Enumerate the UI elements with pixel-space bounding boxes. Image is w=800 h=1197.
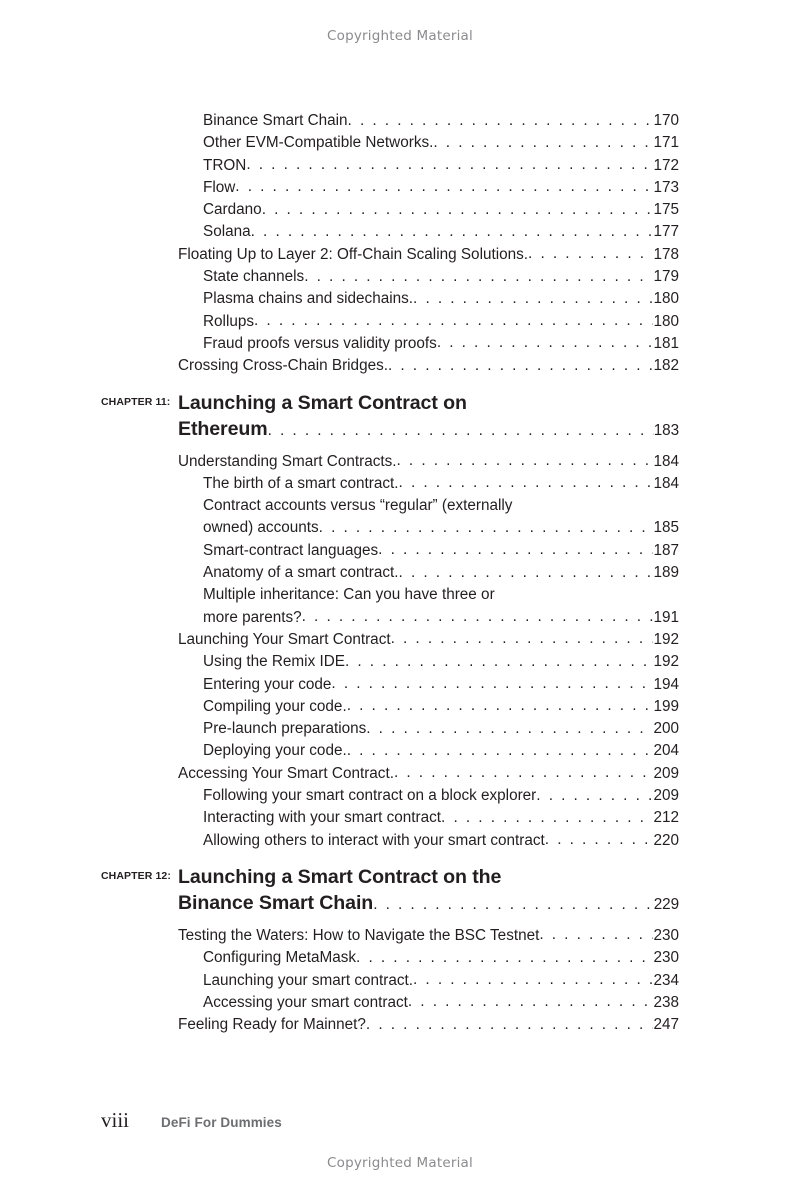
toc-entry-text: Contract accounts versus “regular” (externally xyxy=(203,497,513,515)
dot-leader xyxy=(413,972,653,988)
toc-page-number[interactable]: 247 xyxy=(653,1016,679,1034)
toc-entry-line xyxy=(178,925,679,947)
toc-page-number[interactable]: 209 xyxy=(653,787,679,805)
toc-entry-text: Allowing others to interact with your smart contract xyxy=(203,831,545,849)
toc-entry-text: Configuring MetaMask xyxy=(203,949,357,967)
page-footer xyxy=(101,1108,282,1133)
toc-subsection-entry[interactable] xyxy=(101,199,679,221)
dot-leader xyxy=(399,565,654,581)
toc-page-number[interactable]: 180 xyxy=(653,290,679,308)
toc-entry-line xyxy=(203,562,679,584)
folio-number: viii xyxy=(101,1108,130,1132)
toc-entry-line xyxy=(178,390,679,417)
toc-page-number[interactable]: 199 xyxy=(653,697,679,715)
toc-entry-line xyxy=(178,355,679,377)
toc-page-number[interactable]: 192 xyxy=(653,653,679,671)
dot-leader xyxy=(348,113,654,129)
toc-entry-line xyxy=(203,740,679,762)
toc-page-number[interactable]: 191 xyxy=(653,608,679,626)
chapter-label: CHAPTER 11: xyxy=(101,395,171,408)
toc-page-number[interactable]: 172 xyxy=(653,156,679,174)
toc-entry-text: The birth of a smart contract. xyxy=(203,474,399,492)
dot-leader xyxy=(302,609,654,625)
toc-entry-text: Flow xyxy=(203,178,236,196)
toc-page-number[interactable]: 230 xyxy=(653,926,679,944)
dot-leader xyxy=(366,1017,654,1033)
toc-entry-line xyxy=(203,718,679,740)
toc-entry-text: Following your smart contract on a block explorer xyxy=(203,787,537,805)
toc-entry-line xyxy=(203,970,679,992)
toc-entry-line xyxy=(178,416,679,445)
toc-page-number[interactable]: 229 xyxy=(649,896,679,914)
toc-subsection-entry[interactable] xyxy=(101,155,679,177)
toc-entry-text: Plasma chains and sidechains. xyxy=(203,290,414,308)
toc-subsection-entry[interactable] xyxy=(101,333,679,355)
dot-leader xyxy=(347,743,654,759)
toc-subsection-entry[interactable] xyxy=(101,266,679,288)
toc-entry-line xyxy=(203,221,679,243)
dot-leader xyxy=(437,335,654,351)
dot-leader xyxy=(262,202,654,218)
toc-entry-text: TRON xyxy=(203,156,247,174)
toc-subsection-entry[interactable] xyxy=(101,495,679,540)
dot-leader xyxy=(394,765,654,781)
toc-subsection-entry[interactable] xyxy=(101,740,679,762)
toc-entry-text: owned) accounts xyxy=(203,519,319,537)
toc-section-entry[interactable] xyxy=(101,244,679,266)
toc-entry-text: Ethereum xyxy=(178,418,268,441)
toc-entry-line xyxy=(203,947,679,969)
toc-entry-text: Cardano xyxy=(203,201,262,219)
toc-page-number[interactable]: 175 xyxy=(653,201,679,219)
toc-section-entry[interactable] xyxy=(101,763,679,785)
dot-leader xyxy=(254,313,653,329)
toc-entry-text: Floating Up to Layer 2: Off-Chain Scaling Solutions. xyxy=(178,245,529,263)
toc-subsection-entry[interactable] xyxy=(101,807,679,829)
toc-entry-line xyxy=(203,517,679,539)
table-of-contents xyxy=(101,110,679,1036)
toc-entry-line xyxy=(203,311,679,333)
toc-entry-line xyxy=(178,763,679,785)
toc-page-number[interactable]: 178 xyxy=(653,245,679,263)
toc-entry-text: Multiple inheritance: Can you have three or xyxy=(203,586,495,604)
toc-subsection-entry[interactable] xyxy=(101,992,679,1014)
toc-subsection-entry[interactable] xyxy=(101,830,679,852)
toc-chapter-entry[interactable] xyxy=(101,390,679,445)
toc-subsection-entry[interactable] xyxy=(101,132,679,154)
dot-leader xyxy=(304,269,653,285)
toc-page-number[interactable]: 189 xyxy=(653,564,679,582)
dot-leader xyxy=(539,927,653,943)
toc-subsection-entry[interactable] xyxy=(101,311,679,333)
toc-entry-line xyxy=(203,830,679,852)
toc-entry-text: Anatomy of a smart contract. xyxy=(203,564,399,582)
toc-entry-text: Accessing Your Smart Contract. xyxy=(178,764,394,782)
toc-section-entry[interactable] xyxy=(101,925,679,947)
toc-entry-text: Other EVM-Compatible Networks. xyxy=(203,134,434,152)
dot-leader xyxy=(388,358,653,374)
toc-entry-line xyxy=(203,540,679,562)
toc-page-number[interactable]: 220 xyxy=(653,831,679,849)
toc-entry-line xyxy=(178,244,679,266)
dot-leader xyxy=(528,246,653,262)
toc-entry-line xyxy=(178,864,679,891)
toc-entry-text: Entering your code xyxy=(203,675,332,693)
toc-page-number[interactable]: 234 xyxy=(653,971,679,989)
toc-subsection-entry[interactable] xyxy=(101,785,679,807)
toc-entry-line xyxy=(203,199,679,221)
dot-leader xyxy=(545,832,654,848)
toc-entry-line xyxy=(178,1014,679,1036)
toc-page-number[interactable]: 185 xyxy=(653,519,679,537)
dot-leader xyxy=(347,698,654,714)
toc-page-number[interactable]: 212 xyxy=(653,809,679,827)
toc-page-number[interactable]: 184 xyxy=(653,474,679,492)
dot-leader xyxy=(251,224,654,240)
toc-entry-line xyxy=(203,333,679,355)
toc-entry-text: Deploying your code. xyxy=(203,742,347,760)
toc-entry-text: Understanding Smart Contracts. xyxy=(178,452,397,470)
toc-entry-text: Accessing your smart contract xyxy=(203,993,408,1011)
toc-entry-line xyxy=(203,473,679,495)
toc-entry-text: Smart-contract languages xyxy=(203,541,379,559)
toc-entry-text: Launching a Smart Contract on xyxy=(178,391,467,414)
toc-page-number[interactable]: 173 xyxy=(653,178,679,196)
toc-entry-text: Crossing Cross-Chain Bridges. xyxy=(178,357,388,375)
toc-page-number[interactable]: 200 xyxy=(653,720,679,738)
toc-subsection-entry[interactable] xyxy=(101,540,679,562)
toc-page-number[interactable]: 194 xyxy=(653,675,679,693)
chapter-label: CHAPTER 12: xyxy=(101,869,171,882)
running-book-title: DeFi For Dummies xyxy=(161,1115,282,1130)
toc-subsection-entry[interactable] xyxy=(101,473,679,495)
toc-entry-line xyxy=(203,992,679,1014)
toc-page-number[interactable]: 238 xyxy=(653,993,679,1011)
toc-subsection-entry[interactable] xyxy=(101,718,679,740)
toc-section-entry[interactable] xyxy=(101,629,679,651)
toc-entry-line xyxy=(178,451,679,473)
toc-page-number[interactable]: 184 xyxy=(653,452,679,470)
toc-entry-text: Interacting with your smart contract xyxy=(203,809,442,827)
toc-entry-line xyxy=(203,651,679,673)
toc-entry-line xyxy=(203,674,679,696)
toc-entry-text: Compiling your code. xyxy=(203,697,347,715)
toc-page-number[interactable]: 181 xyxy=(653,334,679,352)
dot-leader xyxy=(536,788,653,804)
dot-leader xyxy=(391,631,654,647)
dot-leader xyxy=(331,676,653,692)
toc-entry-line xyxy=(203,177,679,199)
toc-entry-text: Launching Your Smart Contract xyxy=(178,630,391,648)
toc-entry-line xyxy=(203,607,679,629)
toc-page-number[interactable]: 171 xyxy=(653,134,679,152)
dot-leader xyxy=(413,291,653,307)
toc-entry-text: Feeling Ready for Mainnet? xyxy=(178,1016,366,1034)
toc-chapter-entry[interactable] xyxy=(101,864,679,919)
toc-entry-text: Launching your smart contract. xyxy=(203,971,414,989)
copyright-watermark-bottom: Copyrighted Material xyxy=(327,1155,473,1171)
toc-page-number[interactable]: 209 xyxy=(653,764,679,782)
toc-entry-text: Fraud proofs versus validity proofs xyxy=(203,334,437,352)
toc-entry-line xyxy=(203,696,679,718)
toc-page-number[interactable]: 183 xyxy=(653,422,679,440)
toc-entry-text: Testing the Waters: How to Navigate the BSC Testnet xyxy=(178,926,540,944)
toc-page-number[interactable]: 177 xyxy=(653,223,679,241)
toc-subsection-entry[interactable] xyxy=(101,110,679,132)
toc-subsection-entry[interactable] xyxy=(101,221,679,243)
toc-entry-text: Using the Remix IDE xyxy=(203,653,345,671)
toc-subsection-entry[interactable] xyxy=(101,177,679,199)
toc-page-number[interactable]: 192 xyxy=(653,630,679,648)
toc-subsection-entry[interactable] xyxy=(101,696,679,718)
toc-entry-line xyxy=(203,110,679,132)
toc-subsection-entry[interactable] xyxy=(101,970,679,992)
toc-subsection-entry[interactable] xyxy=(101,562,679,584)
toc-entry-line xyxy=(203,807,679,829)
toc-entry-text: Binance Smart Chain xyxy=(203,112,348,129)
dot-leader xyxy=(319,520,654,536)
toc-entry-text: Launching a Smart Contract on the xyxy=(178,865,502,888)
toc-page-number[interactable]: 180 xyxy=(653,312,679,330)
toc-page-number[interactable]: 187 xyxy=(653,541,679,559)
toc-subsection-entry[interactable] xyxy=(101,947,679,969)
toc-page-number[interactable]: 182 xyxy=(653,357,679,375)
toc-section-entry[interactable] xyxy=(101,355,679,377)
dot-leader xyxy=(345,654,654,670)
toc-page-number[interactable]: 204 xyxy=(653,742,679,760)
toc-subsection-entry[interactable] xyxy=(101,674,679,696)
toc-subsection-entry[interactable] xyxy=(101,584,679,629)
toc-entry-text: Rollups xyxy=(203,312,255,330)
toc-entry-line xyxy=(203,155,679,177)
toc-entry-line xyxy=(203,132,679,154)
toc-entry-line xyxy=(203,785,679,807)
toc-entry-text: Solana xyxy=(203,223,251,241)
toc-entry-line xyxy=(178,629,679,651)
toc-entry-text: Binance Smart Chain xyxy=(178,892,374,915)
dot-leader xyxy=(235,179,653,195)
toc-page-number[interactable]: 179 xyxy=(653,268,679,286)
dot-leader xyxy=(441,810,653,826)
toc-subsection-entry[interactable] xyxy=(101,288,679,310)
copyright-watermark-top: Copyrighted Material xyxy=(327,28,473,44)
toc-page-number[interactable]: 170 xyxy=(653,112,679,129)
toc-page-number[interactable]: 230 xyxy=(653,949,679,967)
dot-leader xyxy=(378,542,653,558)
dot-leader xyxy=(373,897,649,913)
dot-leader xyxy=(433,135,653,151)
toc-entry-line xyxy=(178,890,679,919)
toc-entry-text: Pre-launch preparations xyxy=(203,720,367,738)
toc-entry-text: more parents? xyxy=(203,608,302,626)
toc-entry-line xyxy=(203,266,679,288)
toc-subsection-entry[interactable] xyxy=(101,651,679,673)
dot-leader xyxy=(268,423,654,439)
dot-leader xyxy=(356,950,653,966)
toc-entry-text: State channels xyxy=(203,268,305,286)
dot-leader xyxy=(399,475,654,491)
toc-entry-line xyxy=(203,584,679,606)
toc-section-entry[interactable] xyxy=(101,451,679,473)
dot-leader xyxy=(397,453,654,469)
toc-entry-line xyxy=(203,288,679,310)
toc-section-entry[interactable] xyxy=(101,1014,679,1036)
dot-leader xyxy=(246,157,653,173)
dot-leader xyxy=(408,994,654,1010)
dot-leader xyxy=(366,721,653,737)
toc-entry-line xyxy=(203,495,679,517)
